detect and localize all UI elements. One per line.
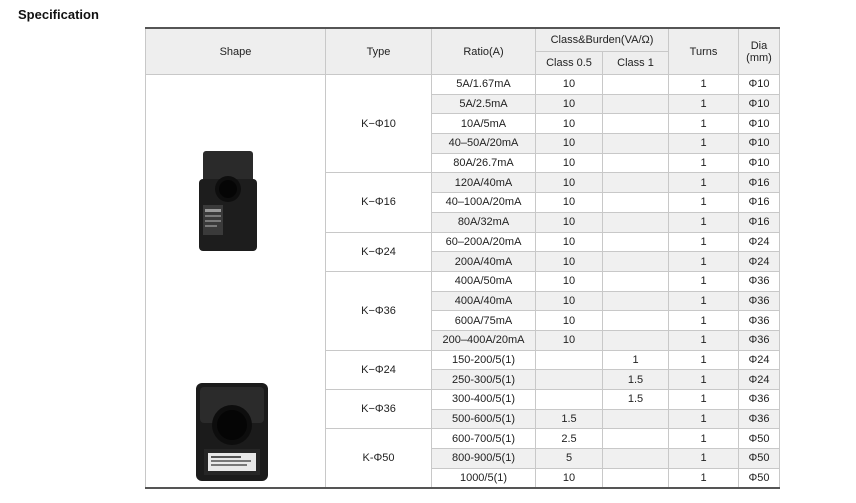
ratio-cell: 80A/32mA bbox=[432, 212, 536, 232]
turns-cell: 1 bbox=[669, 390, 739, 410]
ratio-cell: 300-400/5(1) bbox=[432, 390, 536, 410]
dia-cell: Φ16 bbox=[739, 173, 780, 193]
turns-cell: 1 bbox=[669, 449, 739, 469]
dia-cell: Φ10 bbox=[739, 153, 780, 173]
dia-cell: Φ10 bbox=[739, 75, 780, 95]
class05-cell: 10 bbox=[536, 252, 603, 272]
ratio-cell: 10A/5mA bbox=[432, 114, 536, 134]
header-class-burden: Class&Burden(VA/Ω) bbox=[536, 28, 669, 52]
class1-cell bbox=[603, 271, 669, 291]
turns-cell: 1 bbox=[669, 330, 739, 350]
turns-cell: 1 bbox=[669, 232, 739, 252]
dia-cell: Φ50 bbox=[739, 429, 780, 449]
turns-cell: 1 bbox=[669, 350, 739, 370]
type-cell: K−Φ16 bbox=[326, 173, 432, 232]
dia-cell: Φ36 bbox=[739, 311, 780, 331]
dia-cell: Φ10 bbox=[739, 114, 780, 134]
class05-cell: 10 bbox=[536, 173, 603, 193]
class1-cell: 1.5 bbox=[603, 370, 669, 390]
class05-cell: 2.5 bbox=[536, 429, 603, 449]
dia-cell: Φ24 bbox=[739, 252, 780, 272]
class1-cell bbox=[603, 94, 669, 114]
class05-cell bbox=[536, 350, 603, 370]
dia-cell: Φ36 bbox=[739, 330, 780, 350]
turns-cell: 1 bbox=[669, 94, 739, 114]
class1-cell bbox=[603, 173, 669, 193]
type-cell: K−Φ36 bbox=[326, 390, 432, 429]
ratio-cell: 80A/26.7mA bbox=[432, 153, 536, 173]
dia-cell: Φ10 bbox=[739, 134, 780, 154]
class05-cell: 10 bbox=[536, 75, 603, 95]
type-cell: K−Φ24 bbox=[326, 350, 432, 389]
class1-cell bbox=[603, 232, 669, 252]
ratio-cell: 40–50A/20mA bbox=[432, 134, 536, 154]
turns-cell: 1 bbox=[669, 153, 739, 173]
ratio-cell: 400A/50mA bbox=[432, 271, 536, 291]
turns-cell: 1 bbox=[669, 75, 739, 95]
turns-cell: 1 bbox=[669, 370, 739, 390]
class05-cell: 10 bbox=[536, 94, 603, 114]
header-shape: Shape bbox=[146, 28, 326, 75]
class05-cell: 10 bbox=[536, 468, 603, 488]
dia-cell: Φ36 bbox=[739, 390, 780, 410]
header-class05: Class 0.5 bbox=[536, 52, 603, 75]
dia-cell: Φ36 bbox=[739, 409, 780, 429]
turns-cell: 1 bbox=[669, 271, 739, 291]
ratio-cell: 5A/1.67mA bbox=[432, 75, 536, 95]
header-ratio: Ratio(A) bbox=[432, 28, 536, 75]
shape-cell bbox=[146, 75, 326, 489]
dia-cell: Φ50 bbox=[739, 449, 780, 469]
ratio-cell: 800-900/5(1) bbox=[432, 449, 536, 469]
ratio-cell: 120A/40mA bbox=[432, 173, 536, 193]
class05-cell: 1.5 bbox=[536, 409, 603, 429]
ratio-cell: 150-200/5(1) bbox=[432, 350, 536, 370]
turns-cell: 1 bbox=[669, 409, 739, 429]
class05-cell: 5 bbox=[536, 449, 603, 469]
ratio-cell: 250-300/5(1) bbox=[432, 370, 536, 390]
dia-cell: Φ50 bbox=[739, 468, 780, 488]
header-turns: Turns bbox=[669, 28, 739, 75]
small-split-core-ct-icon bbox=[191, 149, 265, 255]
turns-cell: 1 bbox=[669, 468, 739, 488]
ratio-cell: 600A/75mA bbox=[432, 311, 536, 331]
turns-cell: 1 bbox=[669, 134, 739, 154]
turns-cell: 1 bbox=[669, 311, 739, 331]
class05-cell: 10 bbox=[536, 212, 603, 232]
ratio-cell: 5A/2.5mA bbox=[432, 94, 536, 114]
class1-cell bbox=[603, 449, 669, 469]
header-dia bbox=[739, 28, 780, 75]
class1-cell bbox=[603, 252, 669, 272]
spec-table-body bbox=[146, 75, 780, 489]
turns-cell: 1 bbox=[669, 291, 739, 311]
class05-cell: 10 bbox=[536, 271, 603, 291]
class1-cell bbox=[603, 330, 669, 350]
header-type: Type bbox=[326, 28, 432, 75]
dia-cell: Φ16 bbox=[739, 212, 780, 232]
ratio-cell: 600-700/5(1) bbox=[432, 429, 536, 449]
ratio-cell: 400A/40mA bbox=[432, 291, 536, 311]
header-dia-unit: (mm) bbox=[746, 51, 772, 64]
ratio-cell: 200–400A/20mA bbox=[432, 330, 536, 350]
class05-cell: 10 bbox=[536, 193, 603, 213]
turns-cell: 1 bbox=[669, 173, 739, 193]
type-cell: K−Φ36 bbox=[326, 271, 432, 350]
class05-cell bbox=[536, 370, 603, 390]
class05-cell: 10 bbox=[536, 114, 603, 134]
class05-cell: 10 bbox=[536, 232, 603, 252]
dia-cell: Φ10 bbox=[739, 94, 780, 114]
dia-cell: Φ24 bbox=[739, 370, 780, 390]
turns-cell: 1 bbox=[669, 193, 739, 213]
class1-cell bbox=[603, 468, 669, 488]
type-cell: K-Φ50 bbox=[326, 429, 432, 489]
type-cell: K−Φ10 bbox=[326, 75, 432, 173]
class1-cell bbox=[603, 429, 669, 449]
class05-cell: 10 bbox=[536, 311, 603, 331]
class05-cell bbox=[536, 390, 603, 410]
class05-cell: 10 bbox=[536, 153, 603, 173]
class1-cell bbox=[603, 153, 669, 173]
class05-cell: 10 bbox=[536, 330, 603, 350]
class1-cell bbox=[603, 291, 669, 311]
header-dia-label: Dia bbox=[750, 39, 768, 52]
class1-cell bbox=[603, 114, 669, 134]
type-cell: K−Φ24 bbox=[326, 232, 432, 271]
turns-cell: 1 bbox=[669, 212, 739, 232]
turns-cell: 1 bbox=[669, 429, 739, 449]
ratio-cell: 1000/5(1) bbox=[432, 468, 536, 488]
dia-cell: Φ24 bbox=[739, 232, 780, 252]
turns-cell: 1 bbox=[669, 252, 739, 272]
class1-cell bbox=[603, 193, 669, 213]
turns-cell: 1 bbox=[669, 114, 739, 134]
dia-cell: Φ36 bbox=[739, 271, 780, 291]
ratio-cell: 200A/40mA bbox=[432, 252, 536, 272]
ratio-cell: 40–100A/20mA bbox=[432, 193, 536, 213]
header-class1: Class 1 bbox=[603, 52, 669, 75]
class1-cell bbox=[603, 75, 669, 95]
class05-cell: 10 bbox=[536, 291, 603, 311]
table-row bbox=[146, 75, 780, 95]
ratio-cell: 500-600/5(1) bbox=[432, 409, 536, 429]
class1-cell bbox=[603, 409, 669, 429]
class1-cell bbox=[603, 311, 669, 331]
ratio-cell: 60–200A/20mA bbox=[432, 232, 536, 252]
large-split-core-ct-icon bbox=[190, 381, 274, 485]
dia-cell: Φ16 bbox=[739, 193, 780, 213]
class1-cell bbox=[603, 134, 669, 154]
class1-cell: 1 bbox=[603, 350, 669, 370]
spec-table bbox=[145, 27, 780, 489]
class1-cell bbox=[603, 212, 669, 232]
page-title: Specification bbox=[18, 7, 99, 22]
class05-cell: 10 bbox=[536, 134, 603, 154]
class1-cell: 1.5 bbox=[603, 390, 669, 410]
dia-cell: Φ24 bbox=[739, 350, 780, 370]
dia-cell: Φ36 bbox=[739, 291, 780, 311]
